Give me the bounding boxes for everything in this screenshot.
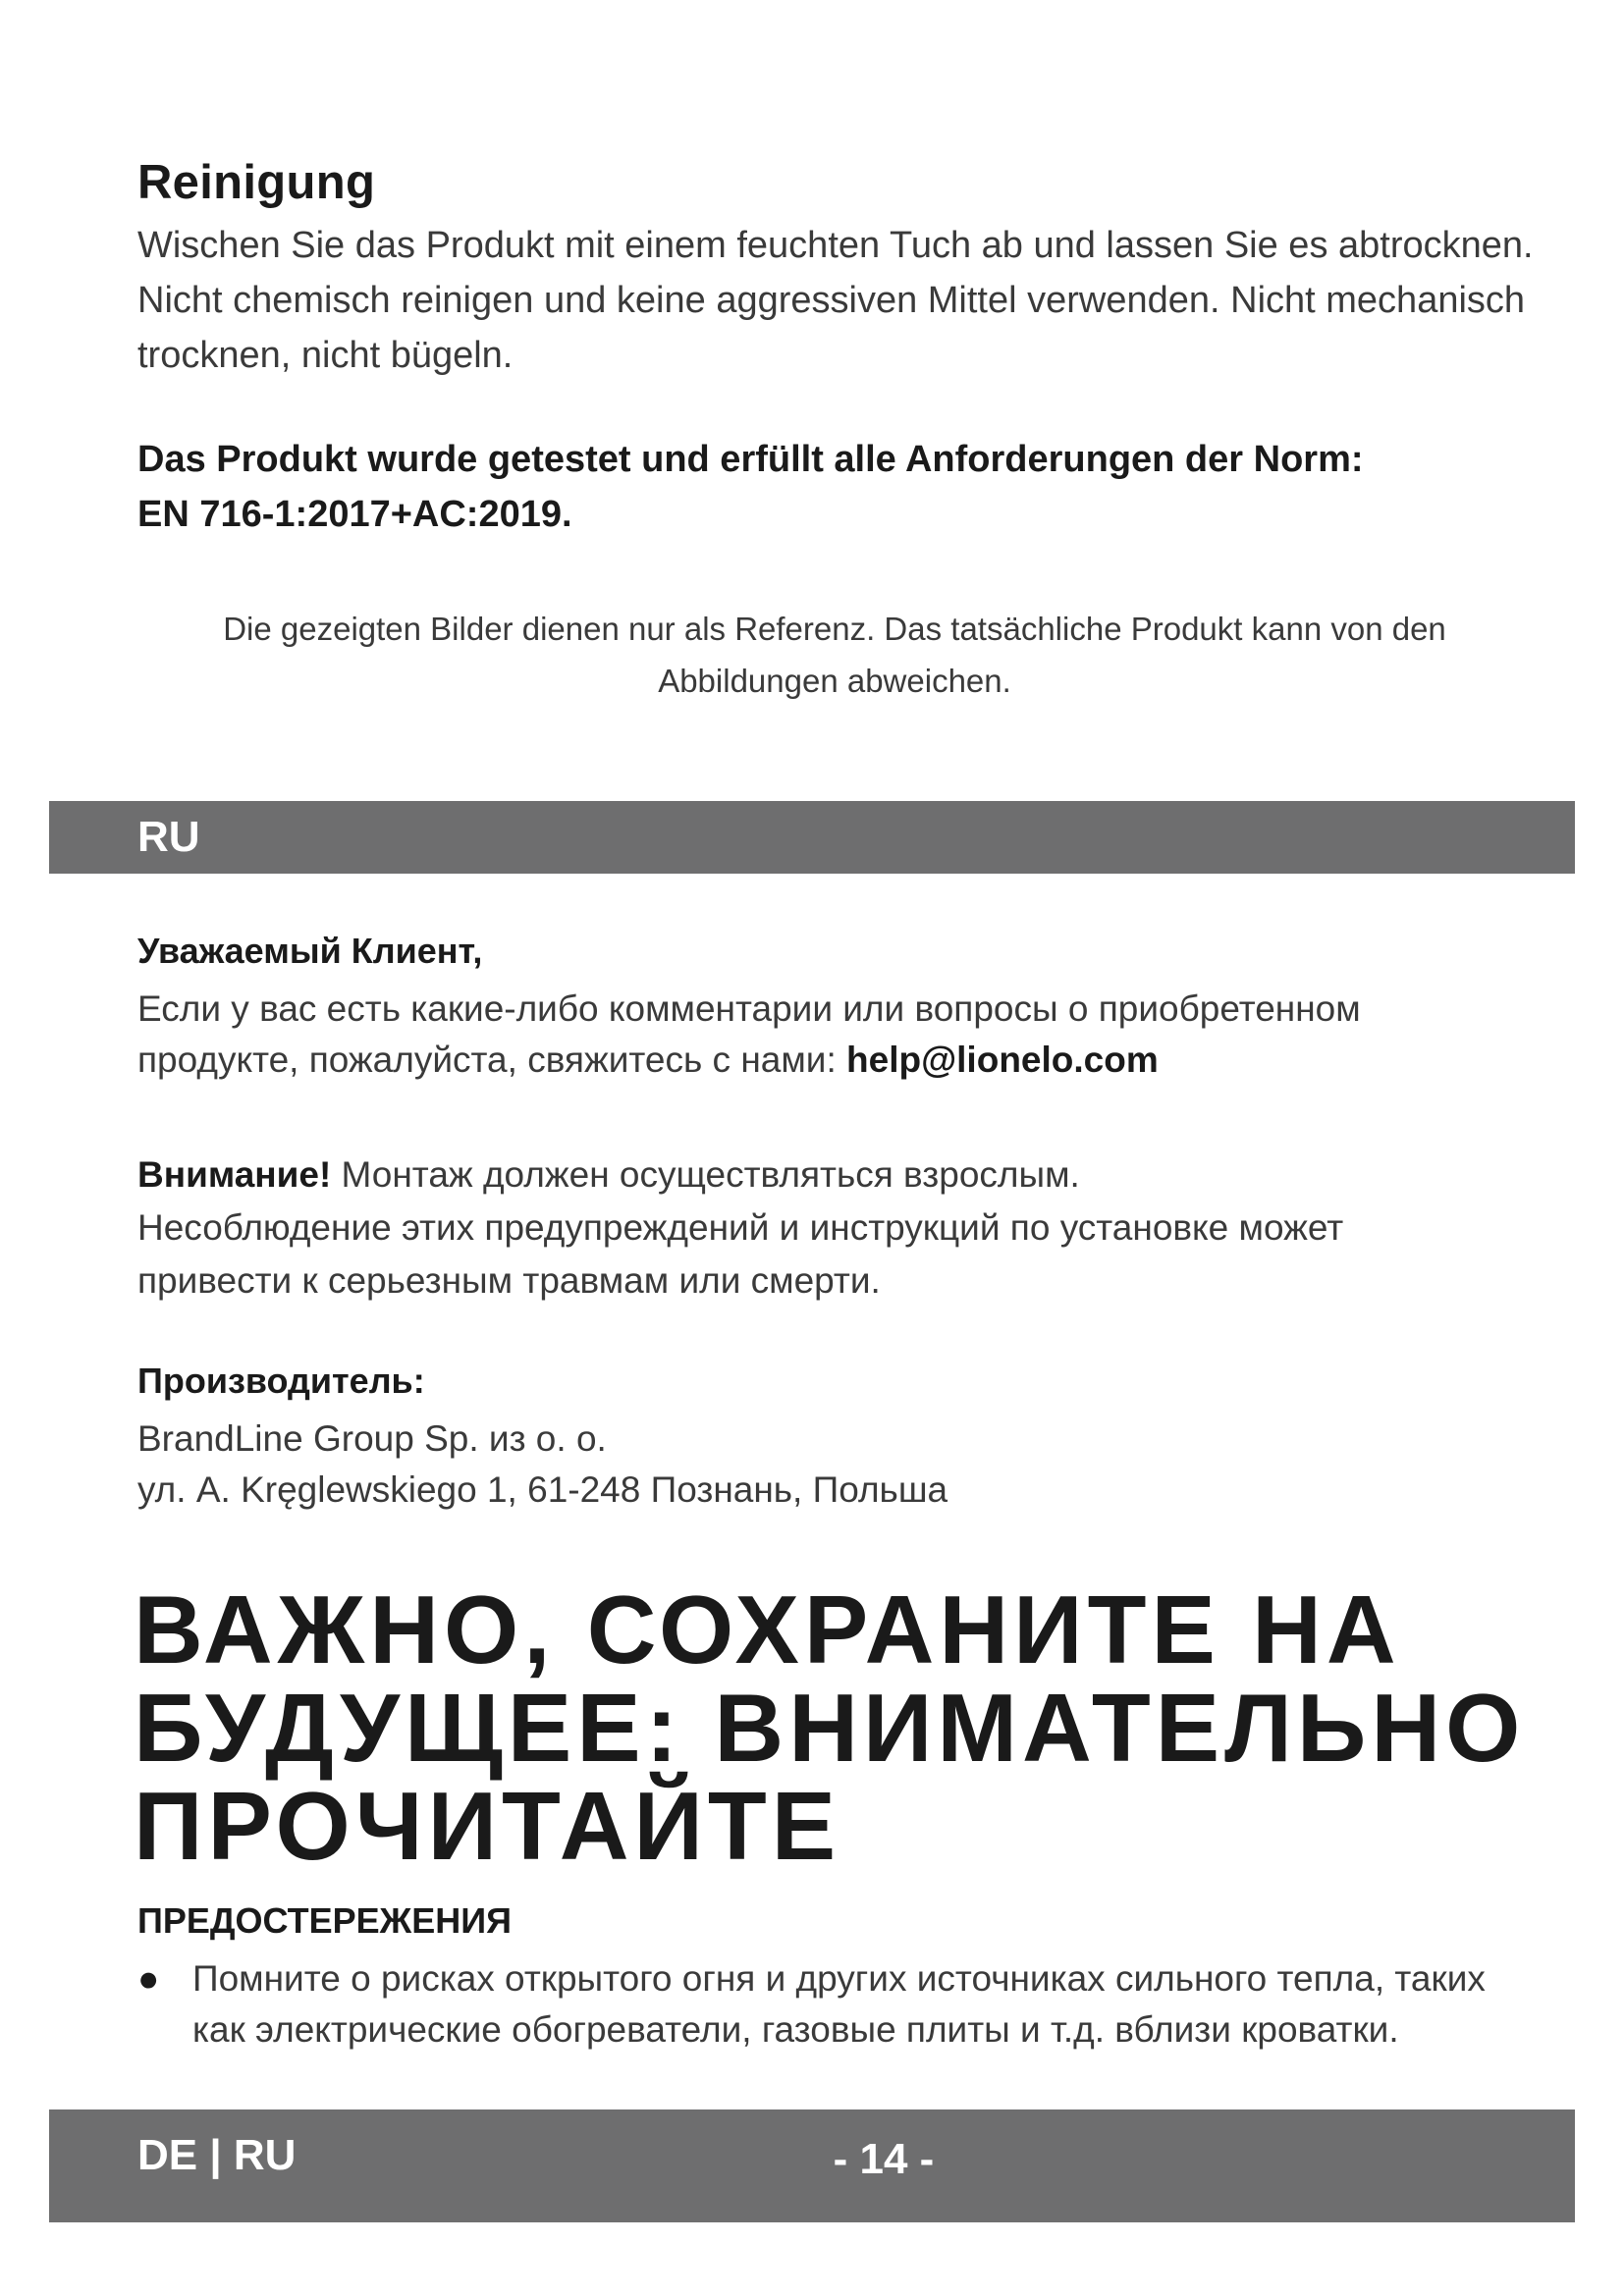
disclaimer-line: Die gezeigten Bilder dienen nur als Referenz. Das tatsächliche Produkt kann von den: [223, 611, 1446, 647]
warning-line: [137, 1148, 1343, 1201]
manufacturer-line: ул. A. Kręglewskiego 1, 61-248 Познань, Польша: [137, 1469, 948, 1510]
contact-line: Если у вас есть какие-либо комментарии или вопросы о приобретенном: [137, 988, 1361, 1029]
image-disclaimer: [137, 603, 1532, 707]
warning-text: Монтаж должен осуществляться взрослым.: [331, 1154, 1080, 1195]
bullet-line: Помните о рисках открытого огня и других источниках сильного тепла, таких: [192, 1958, 1486, 1999]
contact-line: [137, 1035, 1361, 1086]
footer-languages: DE | RU: [137, 2131, 297, 2179]
disclaimer-line: Abbildungen abweichen.: [658, 663, 1011, 699]
important-line: ПРОЧИТАЙТЕ: [134, 1772, 841, 1880]
language-section-label: RU: [137, 813, 200, 861]
section-heading-cleaning: Reinigung: [137, 156, 376, 209]
language-section-bar: [49, 801, 1575, 874]
cleaning-line: Wischen Sie das Produkt mit einem feuchten Tuch ab und lassen Sie es abtrocknen.: [137, 225, 1534, 266]
manufacturer-heading: Производитель:: [137, 1361, 425, 1401]
bullet-text: [192, 1953, 1486, 2056]
manufacturer-address: [137, 1414, 947, 1516]
page-number: - 14 -: [833, 2135, 935, 2183]
assembly-warning: [137, 1148, 1343, 1308]
cleaning-line: Nicht chemisch reinigen und keine aggressiven Mittel verwenden. Nicht mechanisch: [137, 280, 1526, 321]
warning-line: Несоблюдение этих предупреждений и инструкций по установке может: [137, 1207, 1344, 1248]
norm-line: Das Produkt wurde getestet und erfüllt alle Anforderungen der Norm:: [137, 439, 1364, 480]
contact-paragraph: [137, 984, 1361, 1086]
important-line: ВАЖНО, СОХРАНИТЕ НА: [134, 1575, 1401, 1683]
customer-greeting: Уважаемый Клиент,: [137, 931, 483, 971]
cleaning-line: trocknen, nicht bügeln.: [137, 335, 514, 376]
warnings-heading: ПРЕДОСТЕРЕЖЕНИЯ: [137, 1900, 512, 1941]
bullet-icon: ●: [137, 1958, 160, 1999]
bullet-line: как электрические обогреватели, газовые плиты и т.д. вблизи кроватки.: [192, 2009, 1399, 2050]
contact-line-text: продукте, пожалуйста, свяжитесь с нами:: [137, 1040, 847, 1080]
warning-label: Внимание!: [137, 1154, 332, 1195]
norm-statement: [137, 432, 1364, 542]
norm-line: EN 716-1:2017+AC:2019.: [137, 494, 572, 535]
warning-line: привести к серьезным травмам или смерти.: [137, 1260, 881, 1301]
cleaning-paragraph: [137, 218, 1591, 383]
manufacturer-line: BrandLine Group Sp. из о. о.: [137, 1418, 607, 1459]
important-notice-title: [134, 1575, 1526, 1880]
important-line: БУДУЩЕЕ: ВНИМАТЕЛЬНО: [134, 1674, 1526, 1782]
support-email: help@lionelo.com: [846, 1040, 1159, 1080]
page-footer: [49, 2109, 1575, 2222]
